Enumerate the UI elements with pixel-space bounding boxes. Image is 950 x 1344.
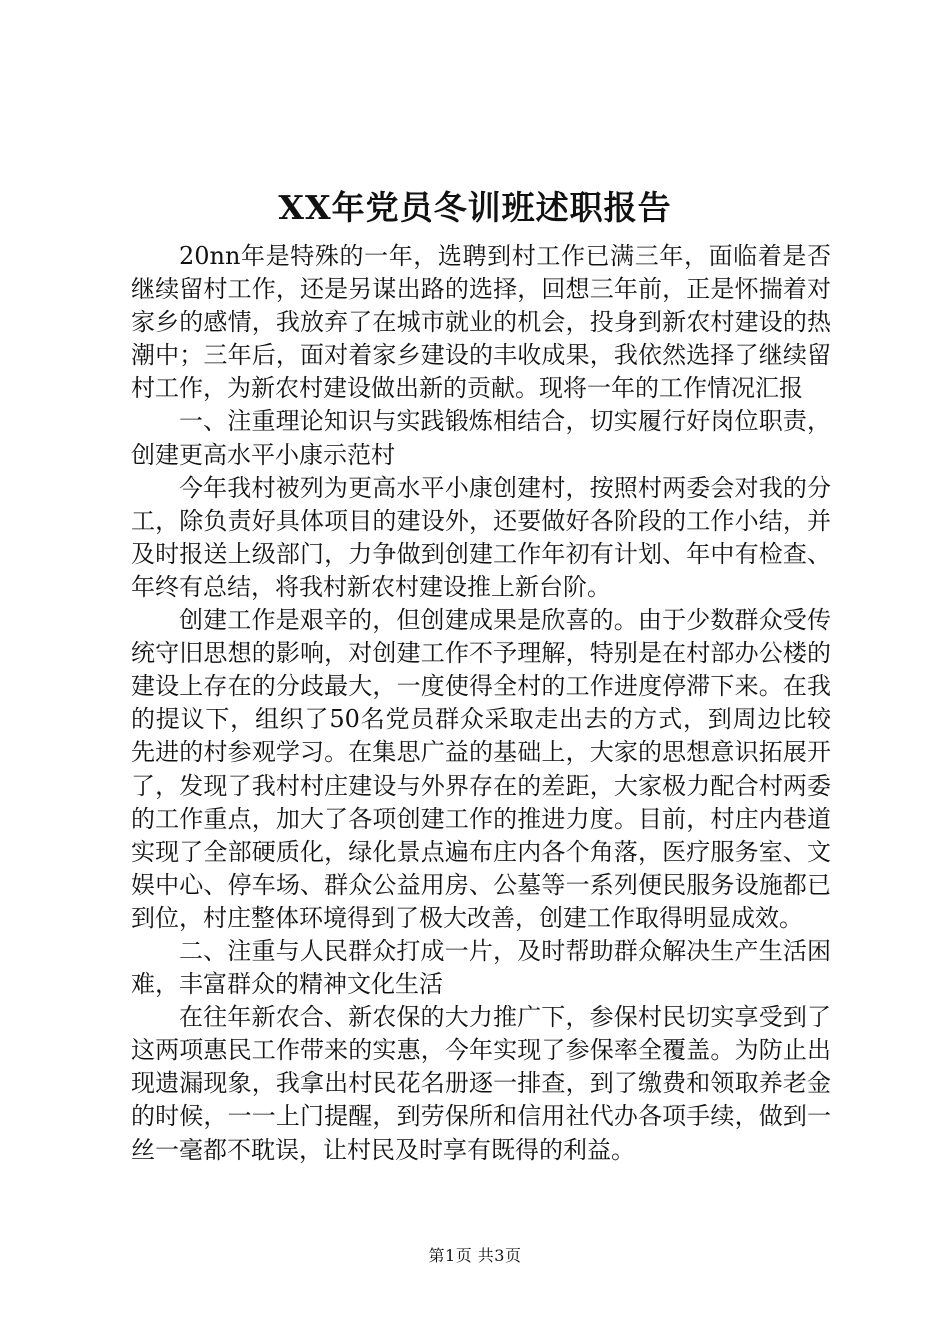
section-heading-2: 二、注重与人民群众打成一片，及时帮助群众解决生产生活困难，丰富群众的精神文化生活 xyxy=(131,936,831,999)
section-heading-1: 一、注重理论知识与实践锻炼相结合，切实履行好岗位职责，创建更高水平小康示范村 xyxy=(131,407,831,469)
document-title: XX年党员冬训班述职报告 xyxy=(278,188,672,227)
document-body xyxy=(131,240,831,1167)
paragraph-section-1-a: 今年我村被列为更高水平小康创建村，按照村两委会对我的分工，除负责好具体项目的建设外，还要做好各阶段的工作小结，并及时报送上级部门，力争做到创建工作年初有计划、年中有检查、年终有总结，将我村新农村建设推上新台阶。 xyxy=(131,473,831,601)
paragraph-section-1-b: 创建工作是艰辛的，但创建成果是欣喜的。由于少数群众受传统守旧思想的影响，对创建工作不予理解，特别是在村部办公楼的建设上存在的分歧最大，一度使得全村的工作进度停滞下来。在我的提议下，组织了50名党员群众采取走出去的方式，到周边比较先进的村参观学习。在集思广益的基础上，大家的思想意识拓展开了，发现了我村村庄建设与外界存在的差距，大家极力配合村两委的工作重点，加大了各项创建工作的推进力度。目前，村庄内巷道实现了全部硬质化，绿化景点遍布庄内各个角落，医疗服务室、文娱中心、停车场、群众公益用房、公墓等一系列便民服务设施都已到位，村庄整体环境得到了极大改善，创建工作取得明显成效。 xyxy=(131,606,831,932)
page-footer: 第1页 共3页 xyxy=(428,1246,522,1265)
paragraph-section-2-a: 在往年新农合、新农保的大力推广下，参保村民切实享受到了这两项惠民工作带来的实惠，今年实现了参保率全覆盖。为防止出现遗漏现象，我拿出村民花名册逐一排查，到了缴费和领取养老金的时候，一一上门提醒，到劳保所和信用社代办各项手续，做到一丝一毫都不耽误，让村民及时享有既得的利益。 xyxy=(131,1003,831,1164)
paragraph-intro: 20nn年是特殊的一年，选聘到村工作已满三年，面临着是否继续留村工作，还是另谋出路的选择，回想三年前，正是怀揣着对家乡的感情，我放弃了在城市就业的机会，投身到新农村建设的热潮中；三年后，面对着家乡建设的丰收成果，我依然选择了继续留村工作，为新农村建设做出新的贡献。现将一年的工作情况汇报 xyxy=(131,242,831,403)
